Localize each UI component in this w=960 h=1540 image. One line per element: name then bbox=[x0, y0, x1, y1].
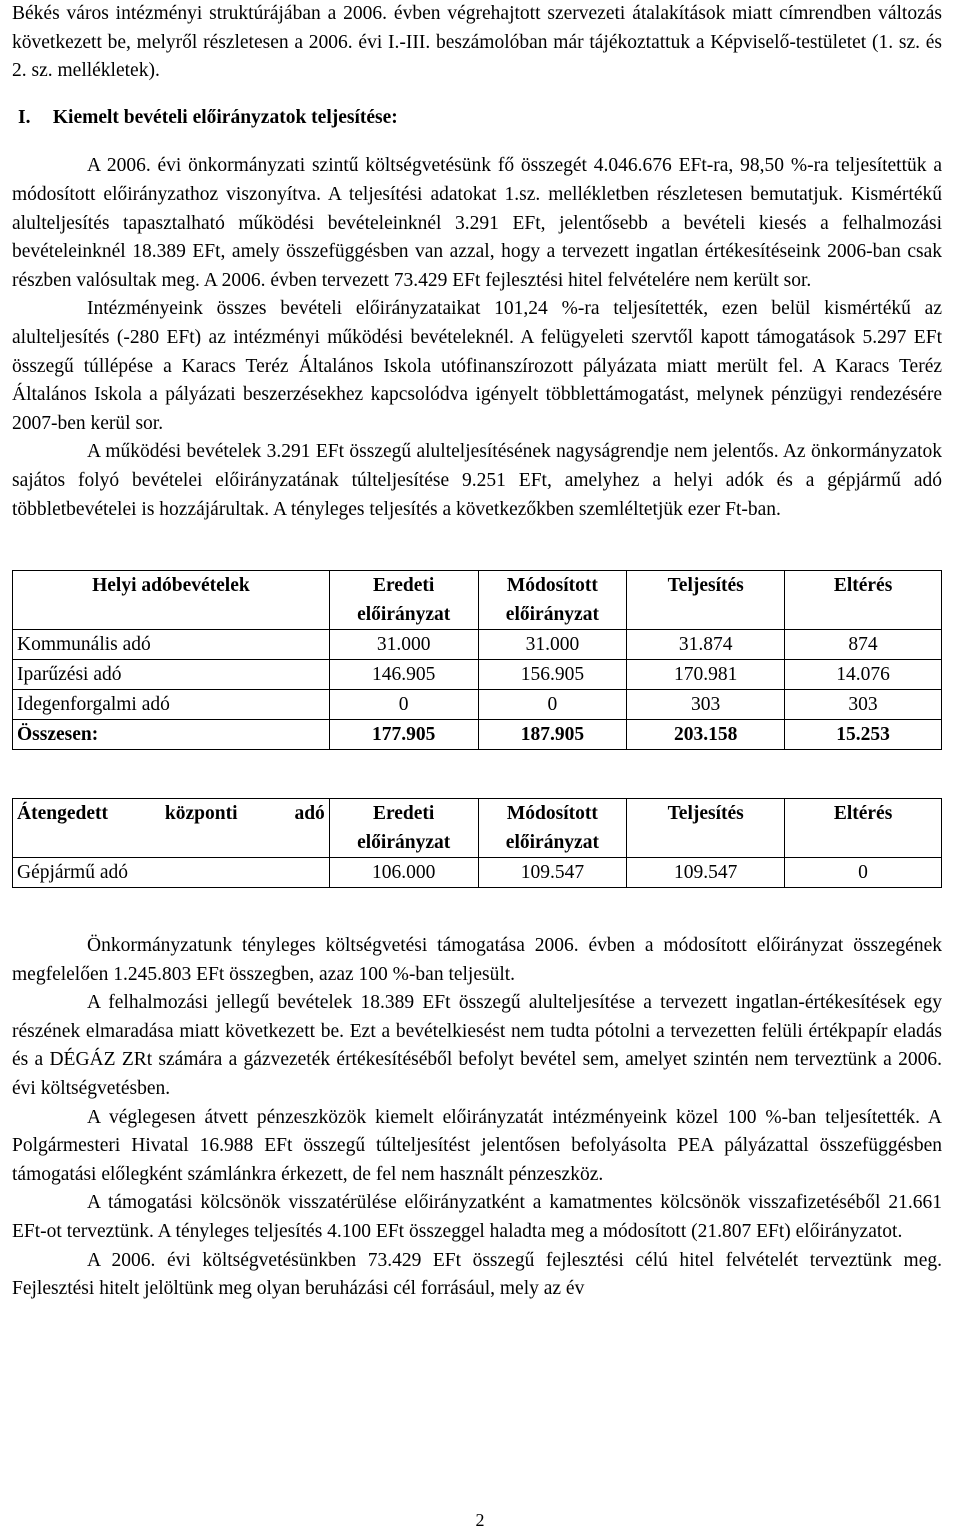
column-header: Teljesítés bbox=[627, 571, 785, 630]
cell-actual: 109.547 bbox=[627, 858, 785, 888]
cell-original: 106.000 bbox=[329, 858, 478, 888]
column-header: Eltérés bbox=[785, 571, 942, 630]
section-heading bbox=[12, 104, 942, 133]
section-title: Kiemelt bevételi előirányzatok teljesítése: bbox=[52, 106, 398, 128]
column-header: Eltérés bbox=[785, 799, 942, 858]
row-label: Kommunális adó bbox=[13, 630, 330, 660]
document-page bbox=[12, 0, 942, 1304]
paragraph-transferred-funds: A véglegesen átvett pénzeszközök kiemelt előirányzatát intézményeink közel 100 %-ban teljesítették. A Polgármesteri Hivatal 16.988 EFt összegű túlteljesítést jelentősen befolyásolta PEA pályázattal összefüggésben támogatási előlegként számlánkra érkezett, de fel nem használt pénzeszköz. bbox=[12, 1106, 942, 1185]
column-header: Átengedett központi adó bbox=[13, 799, 330, 858]
cell-difference: 15.253 bbox=[785, 720, 942, 750]
cell-modified: 187.905 bbox=[478, 720, 627, 750]
cell-modified: 109.547 bbox=[478, 858, 627, 888]
row-label: Összesen: bbox=[13, 720, 330, 750]
cell-original: 177.905 bbox=[329, 720, 478, 750]
column-header: Eredeti előirányzat bbox=[329, 799, 478, 858]
column-header: Módosított előirányzat bbox=[478, 799, 627, 858]
cell-difference: 14.076 bbox=[785, 660, 942, 690]
row-label: Iparűzési adó bbox=[13, 660, 330, 690]
column-header: Módosított előirányzat bbox=[478, 571, 627, 630]
table-header-row bbox=[13, 571, 942, 630]
cell-difference: 303 bbox=[785, 690, 942, 720]
paragraph-intro: Békés város intézményi struktúrájában a 2006. évben végrehajtott szervezeti átalakítások miatt címrendben változás következett be, melyről részletesen a 2006. évi I.-III. beszámolóban már tájékoztattuk a Képviselő-testületet (1. sz. és 2. sz. mellékletek). bbox=[12, 3, 942, 82]
cell-actual: 203.158 bbox=[627, 720, 785, 750]
section-number: I. bbox=[18, 106, 31, 128]
column-header: Eredeti előirányzat bbox=[329, 571, 478, 630]
table-row bbox=[13, 660, 942, 690]
table-row bbox=[13, 858, 942, 888]
column-header: Teljesítés bbox=[627, 799, 785, 858]
table-row bbox=[13, 690, 942, 720]
cell-difference: 874 bbox=[785, 630, 942, 660]
table-total-row bbox=[13, 720, 942, 750]
cell-original: 146.905 bbox=[329, 660, 478, 690]
cell-original: 31.000 bbox=[329, 630, 478, 660]
cell-modified: 156.905 bbox=[478, 660, 627, 690]
cell-modified: 31.000 bbox=[478, 630, 627, 660]
paragraph-development-loan: A 2006. évi költségvetésünkben 73.429 EFt összegű fejlesztési célú hitel felvételét terveztünk meg. Fejlesztési hitelt jelöltünk meg olyan beruházási cél forrásául, mely az év bbox=[12, 1249, 942, 1300]
paragraph-loan-repayments: A támogatási kölcsönök visszatérülése előirányzatként a kamatmentes kölcsönök visszafizetéséből 21.661 EFt-ot terveztünk. A tényleges teljesítés 4.100 EFt összeggel haladta meg a módosított (21.807 EFt) előirányzatot. bbox=[12, 1192, 942, 1243]
page-number: 2 bbox=[475, 1510, 485, 1530]
table-row bbox=[13, 630, 942, 660]
cell-modified: 0 bbox=[478, 690, 627, 720]
table-header-row bbox=[13, 799, 942, 858]
cell-actual: 31.874 bbox=[627, 630, 785, 660]
cell-actual: 170.981 bbox=[627, 660, 785, 690]
vehicle-tax-table bbox=[12, 798, 942, 888]
row-label: Idegenforgalmi adó bbox=[13, 690, 330, 720]
paragraph-state-support: Önkormányzatunk tényleges költségvetési támogatása 2006. évben a módosított előirányzat összegének megfelelően 1.245.803 EFt összegben, azaz 100 %-ban teljesült. bbox=[12, 935, 942, 985]
local-tax-table bbox=[12, 570, 942, 750]
paragraph-operating-revenue: A működési bevételek 3.291 EFt összegű alulteljesítésének nagyságrendje nem jelentős. Az önkormányzatok sajátos folyó bevételei előirányzatának túlteljesítése 9.251 EFt, amelyhez a helyi adók és a gépjármű adó többletbevételei is hozzájárultak. A tényleges teljesítés a következőkben szemléltetjük ezer Ft-ban. bbox=[12, 441, 942, 520]
paragraph-capital-revenue: A felhalmozási jellegű bevételek 18.389 EFt összegű alulteljesítése a tervezett ingatlan-értékesítések egy részének elmaradása miatt következett be. Ezt a bevételkiesést nem tudta pótolni a tervezetten felüli értékpapír eladás és a DÉGÁZ ZRt számára a gázvezeték értékesítéséből befolyt bevétel sem, amelyet szintén nem terveztünk a 2006. évi költségvetésben. bbox=[12, 992, 942, 1100]
row-label: Gépjármű adó bbox=[13, 858, 330, 888]
column-header: Helyi adóbevételek bbox=[13, 571, 330, 630]
cell-difference: 0 bbox=[785, 858, 942, 888]
paragraph-institutions: Intézményeink összes bevételi előirányzataikat 101,24 %-ra teljesítették, ezen belül kismértékű az alulteljesítés (-280 EFt) az intézményi működési bevételeknél. A felügyeleti szervtől kapott támogatások 5.297 EFt összegű túllépése a Karacs Teréz Általános Iskola utófinanszírozott pályázata miatt merült fel. A Karacs Teréz Általános Iskola a pályázati beszerzésekhez kapcsolódva igényelt többlettámogatást, melynek pénzügyi rendezésére 2007-ben kerül sor. bbox=[12, 298, 942, 434]
cell-actual: 303 bbox=[627, 690, 785, 720]
paragraph-budget-summary: A 2006. évi önkormányzati szintű költségvetésünk fő összegét 4.046.676 EFt-ra, 98,50 %-ra teljesítettük a módosított előirányzathoz viszonyítva. A teljesítési adatokat 1.sz. mellékletben részletesen bemutatjuk. Kismértékű alulteljesítés tapasztalható működési bevételeinknél 3.291 EFt, jelentősebb a bevételi kiesés a felhalmozási bevételeinknél 18.389 EFt, amely összefüggésben van azzal, hogy a tervezett ingatlan értékesítéseink 2006-ban csak részben valósultak meg. A 2006. évben tervezett 73.429 EFt fejlesztési hitel felvételére nem került sor. bbox=[12, 155, 942, 291]
cell-original: 0 bbox=[329, 690, 478, 720]
